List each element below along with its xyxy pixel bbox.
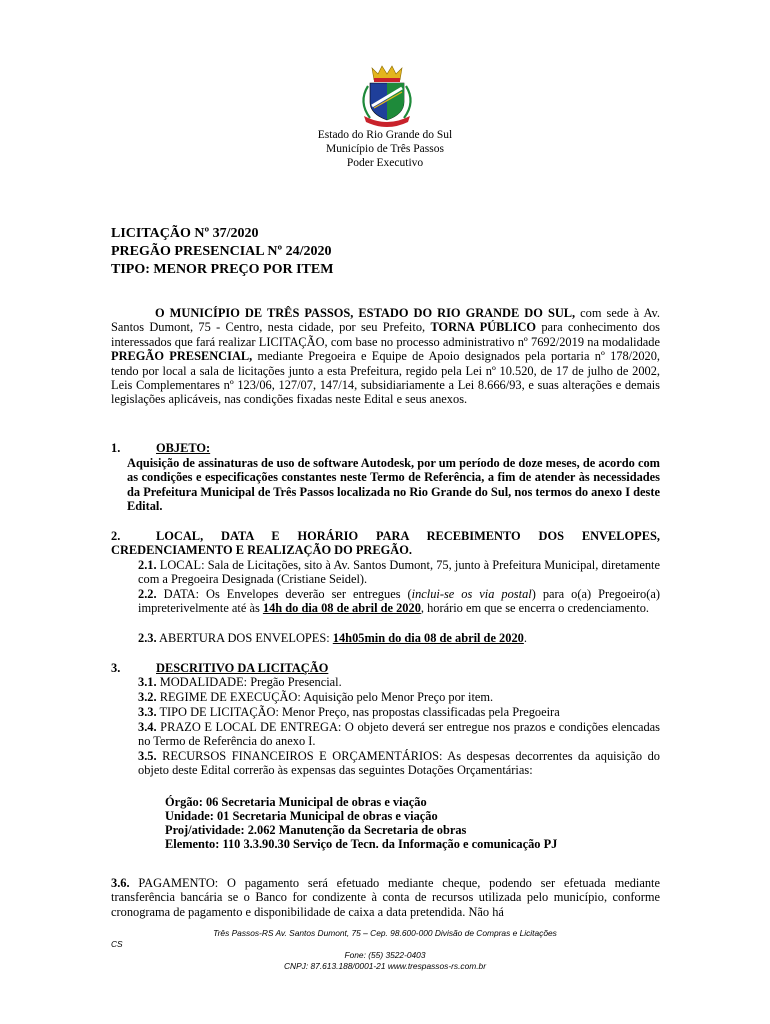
- header-municipality: Município de Três Passos: [326, 143, 444, 155]
- section2-title: [111, 529, 660, 558]
- intro-paragraph: [111, 306, 660, 407]
- section3-item2-text: REGIME DE EXECUÇÃO: Aquisição pelo Menor Preço por item.: [156, 690, 494, 704]
- section2-item3: [138, 631, 660, 645]
- section2-item3-a: ABERTURA DOS ENVELOPES:: [156, 631, 333, 645]
- intro-part1: com sede à Av. Santos Dumont, 75 - Centro, nesta cidade, por seu Prefeito,: [111, 306, 660, 335]
- section2-item1: [138, 558, 660, 587]
- section3-item4-text: PRAZO E LOCAL DE ENTREGA: O objeto deverá ser entregue nos prazos e condições elencadas no Termo de Referência do anexo I.: [138, 720, 660, 749]
- intro-pregao: PREGÃO PRESENCIAL,: [111, 349, 253, 364]
- payment-paragraph: [111, 876, 660, 919]
- section2-title-line1: [111, 529, 660, 543]
- section2-item3-num: 2.3.: [138, 631, 157, 645]
- section2-item1-num: 2.1.: [138, 558, 157, 572]
- section3-item1-num: 3.1.: [138, 675, 157, 689]
- section2-item1-text: LOCAL: Sala de Licitações, sito à Av. Santos Dumont, 75, junto à Prefeitura Municipal, diretamente com a Pregoeira Designada (Cristiane Seidel).: [138, 558, 660, 587]
- section2-item2: [138, 587, 660, 616]
- section2-title-line2: CREDENCIAMENTO E REALIZAÇÃO DO PREGÃO.: [111, 543, 412, 558]
- section3-item2: [138, 690, 660, 704]
- budget-projeto: Proj/atividade: 2.062 Manutenção da Secretaria de obras: [165, 823, 467, 837]
- section2-title-text1: LOCAL, DATA E HORÁRIO PARA RECEBIMENTO DOS ENVELOPES,: [156, 529, 660, 543]
- title-pregao: PREGÃO PRESENCIAL Nº 24/2020: [111, 244, 332, 259]
- section2-item2-c: , horário em que se encerra o credenciamento.: [420, 601, 649, 616]
- section3-item5-text: RECURSOS FINANCEIROS E ORÇAMENTÁRIOS: As despesas decorrentes da aquisição do objeto deste Edital correrão às expensas das seguintes Dotações Orçamentárias:: [138, 749, 660, 778]
- section2-item2-date: 14h do dia 08 de abril de 2020: [262, 601, 421, 616]
- section2-item2-b: ) para o(a) Pregoeiro(a) impreterivelmente até às: [138, 587, 660, 616]
- section1-body: Aquisição de assinaturas de uso de software Autodesk, por um período de doze meses, de acordo com as condições e especificações constantes neste Termo de Referência, a fim de atender às necessidades da Prefeitura Municipal de Três Passos localizada no Rio Grande do Sul, nos termos do anexo I deste Edital.: [127, 456, 660, 514]
- footer-cnpj: CNPJ: 87.613.188/0001-21 www.trespassos-rs.com.br: [283, 961, 487, 971]
- section3-item3-text: TIPO DE LICITAÇÃO: Menor Preço, nas propostas classificadas pela Pregoeira: [156, 705, 560, 719]
- footer-address: Três Passos-RS Av. Santos Dumont, 75 – Cep. 98.600-000 Divisão de Compras e Licitações: [213, 928, 557, 938]
- title-licitacao: LICITAÇÃO Nº 37/2020: [111, 226, 259, 241]
- municipal-crest-logo: [352, 64, 422, 128]
- section3-item4: [138, 720, 660, 749]
- payment-text: PAGAMENTO: O pagamento será efetuado mediante cheque, podendo ser efetuada mediante transferência bancária se o Banco for condizente à conta de recursos utilizada pelo município, conforme cronograma de pagamento e disponibilidade de caixa a data pretendida. Não há: [111, 876, 660, 919]
- section3-title: DESCRITIVO DA LICITAÇÃO: [156, 661, 329, 675]
- header-branch: Poder Executivo: [346, 157, 424, 169]
- header-state: Estado do Rio Grande do Sul: [317, 129, 453, 141]
- section3-item2-num: 3.2.: [138, 690, 157, 704]
- section3-item3-num: 3.3.: [138, 705, 157, 719]
- title-tipo: TIPO: MENOR PREÇO POR ITEM: [111, 262, 334, 277]
- footer-phone: Fone: (55) 3522-0403: [344, 950, 426, 960]
- section2-item3-date: 14h05min do dia 08 de abril de 2020: [332, 631, 524, 645]
- section3-number: 3.: [111, 661, 121, 675]
- section2-number: 2.: [111, 529, 121, 543]
- section2-item2-num: 2.2.: [138, 587, 157, 601]
- section3-item4-num: 3.4.: [138, 720, 157, 734]
- payment-num: 3.6.: [111, 876, 130, 890]
- section3-item5: [138, 749, 660, 778]
- section3-item5-num: 3.5.: [138, 749, 157, 763]
- budget-unidade: Unidade: 01 Secretaria Municipal de obras e viação: [165, 809, 438, 823]
- section2-item2-italic: inclui-se os via postal: [411, 587, 532, 601]
- budget-orgao: Órgão: 06 Secretaria Municipal de obras e viação: [165, 795, 427, 809]
- intro-part3: mediante Pregoeira e Equipe de Apoio designados pela portaria nº 178/2020, tendo por local a sala de licitações junto a esta Prefeitura, regido pela Lei nº 10.520, de 17 de julho de 2002, Leis Complementares nº 123/06, 127/07, 147/14, subsidiariamente a Lei 8.666/93, e suas alterações e demais legislações aplicáveis, nas condições fixadas neste Edital e seus anexos.: [111, 349, 661, 407]
- intro-torna-publico: TORNA PÚBLICO: [430, 320, 537, 335]
- section1-number: 1.: [111, 441, 121, 455]
- section2-item2-a: DATA: Os Envelopes deverão ser entregues (: [156, 587, 412, 601]
- section1-title: OBJETO:: [156, 441, 211, 455]
- footer-cs: CS: [111, 939, 123, 949]
- section3-item3: [138, 705, 660, 719]
- section2-item3-b: .: [523, 631, 527, 645]
- budget-elemento: Elemento: 110 3.3.90.30 Serviço de Tecn. da Informação e comunicação PJ: [165, 837, 558, 851]
- intro-part2: para conhecimento dos interessados que fará realizar LICITAÇÃO, com base no processo administrativo nº 7692/2019 na modalidade: [111, 320, 661, 349]
- section3-item1-text: MODALIDADE: Pregão Presencial.: [156, 675, 342, 689]
- section3-item1: [138, 675, 660, 689]
- intro-lead: O MUNICÍPIO DE TRÊS PASSOS, ESTADO DO RIO GRANDE DO SUL,: [155, 306, 576, 320]
